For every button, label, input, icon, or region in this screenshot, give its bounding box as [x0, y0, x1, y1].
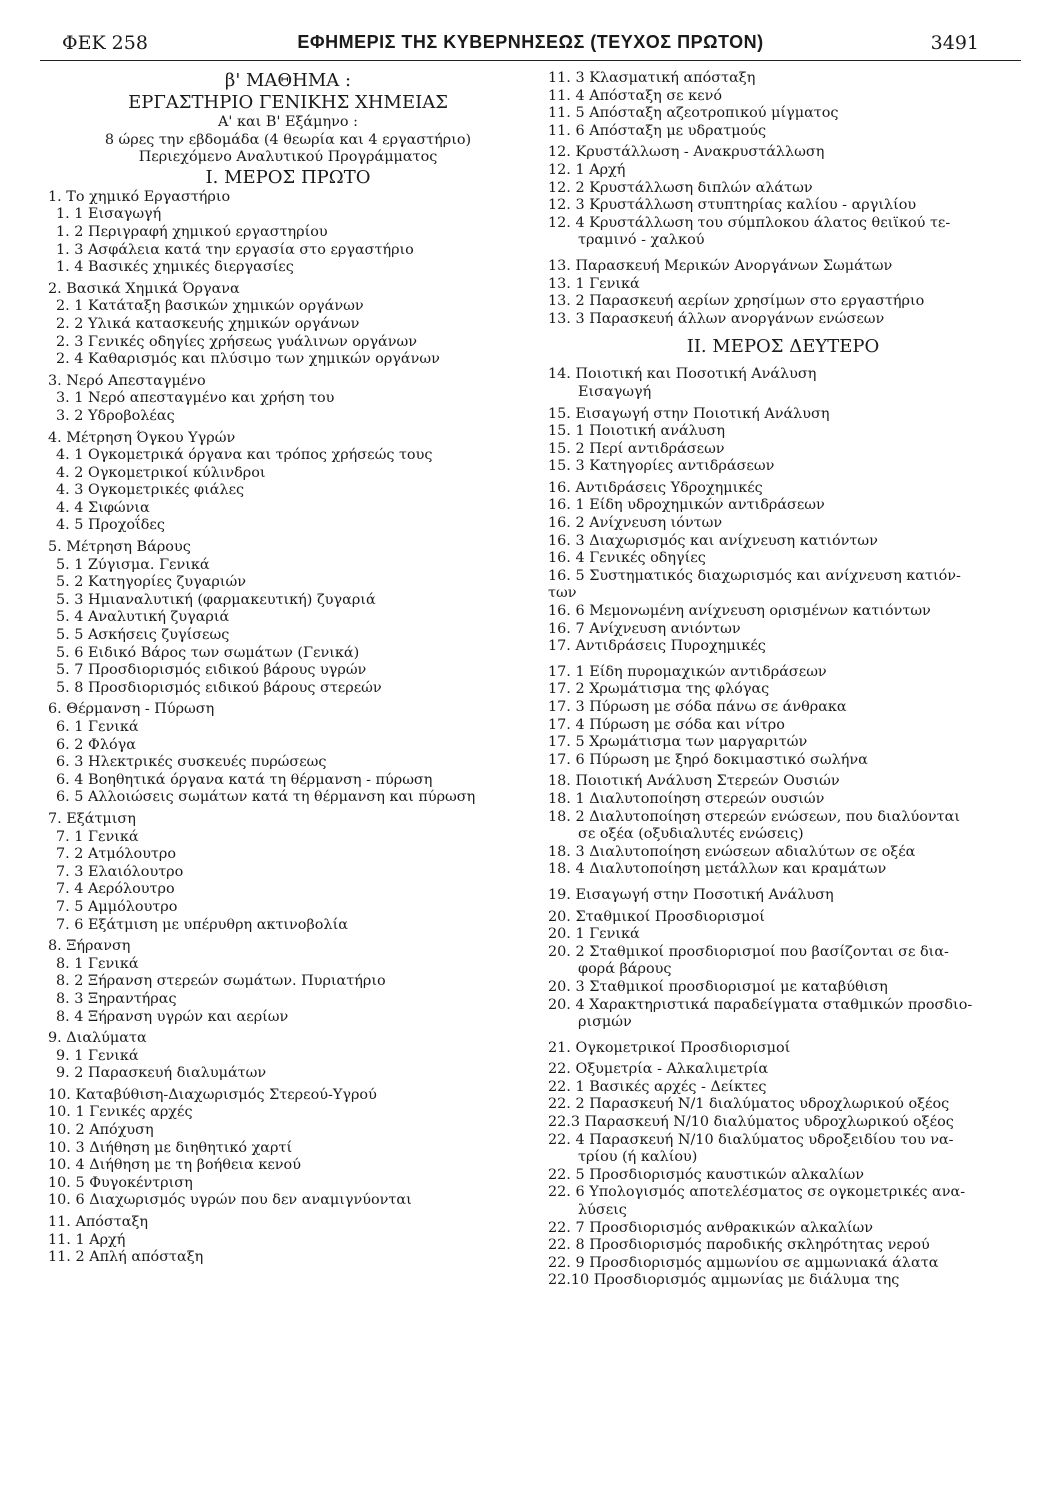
list-item: 17. Αντιδράσεις Πυροχημικές — [548, 638, 766, 655]
list-item: 1. 2 Περιγραφή χημικού εργαστηρίου — [56, 223, 328, 240]
list-item: 22. 4 Παρασκευή Ν/10 διαλύματος υδροξειδίου του να- — [548, 1131, 954, 1148]
list-item: 5. 4 Αναλυτική ζυγαριά — [56, 609, 230, 626]
list-item: 5. 7 Προσδιορισμός ειδικού βάρους υγρών — [56, 662, 367, 679]
list-item: 3. Νερό Απεσταγμένο — [48, 372, 206, 389]
list-item: τραμινό - χαλκού — [578, 232, 705, 249]
list-item: 8. Ξήρανση — [48, 938, 131, 955]
list-item: 6. 5 Αλλοιώσεις σωμάτων κατά τη θέρμανση και πύρωση — [56, 789, 476, 806]
list-item: 10. 5 Φυγοκέντριση — [48, 1174, 193, 1191]
list-item: 8. 2 Ξήρανση στερεών σωμάτων. Πυριατήριο — [56, 973, 386, 990]
list-item: 4. 3 Ογκομετρικές φιάλες — [56, 482, 245, 499]
list-item: 16. 4 Γενικές οδηγίες — [548, 550, 706, 567]
section-heading: β' ΜΑΘΗΜΑ : — [224, 70, 352, 91]
list-item: 16. 1 Είδη υδροχημικών αντιδράσεων — [548, 497, 825, 514]
list-item: 18. Ποιοτική Ανάλυση Στερεών Ουσιών — [548, 773, 840, 790]
list-item: 22.3 Παρασκευή Ν/10 διαλύματος υδροχλωρικού οξέος — [548, 1114, 954, 1131]
gazette-title: ΕΦΗΜΕΡΙΣ ΤΗΣ ΚΥΒΕΡΝΗΣΕΩΣ (ΤΕΥΧΟΣ ΠΡΩΤΟΝ) — [297, 32, 764, 52]
list-item: των — [548, 585, 577, 602]
spacer — [548, 358, 1018, 366]
list-item: 8. 1 Γενικά — [56, 955, 139, 972]
list-item: 17. 1 Είδη πυρομαχικών αντιδράσεων — [548, 663, 827, 680]
list-item: ρισμών — [578, 1014, 632, 1031]
list-item: 17. 5 Χρωμάτισμα των μαργαριτών — [548, 734, 808, 751]
list-item: 6. Θέρμανση - Πύρωση — [48, 701, 215, 718]
list-item: 2. 4 Καθαρισμός και πλύσιμο των χημικών οργάνων — [56, 351, 440, 368]
list-item: 5. Μέτρηση Βάρους — [48, 539, 191, 556]
list-item: 5. 8 Προσδιορισμός ειδικού βάρους στερεών — [56, 679, 382, 696]
list-item: 10. 1 Γενικές αρχές — [48, 1104, 193, 1121]
list-item: Εισαγωγή — [578, 383, 652, 400]
list-item: 16. 2 Ανίχνευση ιόντων — [548, 515, 723, 532]
list-item: 6. 3 Ηλεκτρικές συσκευές πυρώσεως — [56, 754, 327, 771]
list-item: 20. 4 Χαρακτηριστικά παραδείγματα σταθμικών προσδιο- — [548, 996, 973, 1013]
list-item: 5. 3 Ημιαναλυτική (φαρμακευτική) ζυγαριά — [56, 591, 376, 608]
list-item: 12. 1 Αρχή — [548, 161, 626, 178]
list-item: 13. 1 Γενικά — [548, 275, 640, 292]
list-item: λύσεις — [578, 1202, 627, 1219]
list-item: 10. 4 Διήθηση με τη βοήθεια κενού — [48, 1157, 301, 1174]
list-item: 7. 3 Ελαιόλουτρο — [56, 863, 184, 880]
list-item: 20. Σταθμικοί Προσδιορισμοί — [548, 908, 765, 925]
list-item: 17. 4 Πύρωση με σόδα και νίτρο — [548, 716, 785, 733]
list-item: 2. 1 Κατάταξη βασικών χημικών οργάνων — [56, 298, 364, 315]
list-item: 22.10 Προσδιορισμός αμμωνίας με διάλυμα της — [548, 1272, 900, 1289]
left-column — [48, 70, 528, 1267]
list-item: 1. Το χημικό Εργαστήριο — [48, 188, 231, 205]
list-item: φορά βάρους — [578, 961, 672, 978]
list-item: 4. 5 Προχοΐδες — [56, 517, 165, 534]
list-item: 11. 2 Απλή απόσταξη — [48, 1249, 204, 1266]
list-item: 3. 1 Νερό απεσταγμένο και χρήση του — [56, 390, 335, 407]
list-item: 6. 1 Γενικά — [56, 719, 139, 735]
list-item: 18. 2 Διαλυτοποίηση στερεών ενώσεων, που διαλύονται — [548, 808, 960, 825]
spacer — [548, 328, 1018, 336]
list-item: 4. 4 Σιφώνια — [56, 499, 150, 516]
list-item: 1. 4 Βασικές χημικές διεργασίες — [56, 259, 294, 276]
list-item: 11. 1 Αρχή — [48, 1231, 126, 1248]
list-item: 2. 2 Υλικά κατασκευής χημικών οργάνων — [56, 315, 360, 332]
list-item: 13. Παρασκευή Μερικών Ανοργάνων Σωμάτων — [548, 257, 893, 274]
list-item: 16. Αντιδράσεις Υδροχημικές — [548, 479, 763, 496]
list-item: 13. 3 Παρασκευή άλλων ανοργάνων ενώσεων — [548, 310, 885, 327]
list-item: 22. 7 Προσδιορισμός ανθρακικών αλκαλίων — [548, 1219, 874, 1236]
list-item: 20. 1 Γενικά — [548, 926, 640, 943]
list-item: 15. 1 Ποιοτική ανάλυση — [548, 423, 726, 440]
section-heading: ΙΙ. ΜΕΡΟΣ ΔΕΥΤΕΡΟ — [686, 336, 880, 358]
list-item: 13. 2 Παρασκευή αερίων χρησίμων στο εργαστήριο — [548, 293, 925, 310]
list-item: 4. 1 Ογκομετρικά όργανα και τρόπος χρήσεώς τους — [56, 447, 433, 464]
list-item: 16. 3 Διαχωρισμός και ανίχνευση κατιόντων — [548, 532, 878, 549]
list-item: 18. 3 Διαλυτοποίηση ενώσεων αδιαλύτων σε οξέα — [548, 843, 916, 860]
list-item: 2. Βασικά Χημικά Όργανα — [48, 280, 240, 297]
spacer — [548, 656, 1018, 664]
list-item: 22. 6 Υπολογισμός αποτελέσματος σε ογκομετρικές ανα- — [548, 1184, 966, 1201]
list-item: 19. Εισαγωγή στην Ποσοτική Ανάλυση — [548, 886, 834, 903]
list-item: 12. Κρυστάλλωση - Ανακρυστάλλωση — [548, 144, 825, 161]
list-item: 17. 2 Χρωμάτισμα της φλόγας — [548, 681, 770, 698]
list-item: 8. 3 Ξηραντήρας — [56, 990, 177, 1007]
list-item: 11. Απόσταξη — [48, 1214, 149, 1231]
list-item: 4. 2 Ογκομετρικοί κύλινδροι — [56, 464, 266, 481]
list-item: 6. 4 Βοηθητικά όργανα κατά τη θέρμανση - πύρωση — [56, 771, 433, 788]
list-item: 12. 3 Κρυστάλλωση στυπτηρίας καλίου - αργιλίου — [548, 197, 917, 214]
list-item: 7. 2 Ατμόλουτρο — [56, 846, 177, 863]
list-item: 12. 2 Κρυστάλλωση διπλών αλάτων — [548, 179, 813, 196]
list-item: 14. Ποιοτική και Ποσοτική Ανάλυση — [548, 366, 817, 383]
list-item: 21. Ογκομετρικοί Προσδιορισμοί — [548, 1039, 791, 1056]
list-item: 15. 3 Κατηγορίες αντιδράσεων — [548, 458, 775, 475]
list-item: σε οξέα (οξυδιαλυτές ενώσεις) — [578, 826, 804, 843]
list-item: 20. 3 Σταθμικοί προσδιορισμοί με καταβύθιση — [548, 978, 888, 995]
section-heading: ΕΡΓΑΣΤΗΡΙΟ ΓΕΝΙΚΗΣ ΧΗΜΕΙΑΣ — [128, 92, 448, 113]
list-item: 22. 8 Προσδιορισμός παροδικής σκληρότητας νερού — [548, 1237, 930, 1254]
list-item: 9. Διαλύματα — [48, 1030, 147, 1047]
list-item: 10. Καταβύθιση-Διαχωρισμός Στερεού-Υγρού — [48, 1086, 377, 1103]
list-item: τρίου (ή καλίου) — [578, 1149, 698, 1166]
list-item: 11. 6 Απόσταξη με υδρατμούς — [548, 122, 767, 139]
list-item: 7. 1 Γενικά — [56, 828, 139, 845]
list-item: 11. 5 Απόσταξη αζεοτροπικού μίγματος — [548, 105, 839, 122]
list-item: 7. 5 Αμμόλουτρο — [56, 898, 178, 915]
list-item: 2. 3 Γενικές οδηγίες χρήσεως γυάλινων οργάνων — [56, 333, 417, 350]
section-heading: Ι. ΜΕΡΟΣ ΠΡΩΤΟ — [205, 166, 371, 188]
list-item: 22. 1 Βασικές αρχές - Δείκτες — [548, 1078, 767, 1095]
list-item: 4. Μέτρηση Όγκου Υγρών — [48, 429, 236, 446]
list-item: 11. 4 Απόσταξη σε κενό — [548, 87, 723, 104]
list-item: 8. 4 Ξήρανση υγρών και αερίων — [56, 1008, 289, 1025]
spacer — [548, 1032, 1018, 1040]
list-item: 10. 6 Διαχωρισμός υγρών που δεν αναμιγνύονται — [48, 1192, 412, 1209]
list-item: Α' και Β' Εξάμηνο : — [218, 114, 358, 130]
list-item: 17. 6 Πύρωση με ξηρό δοκιμαστικό σωλήνα — [548, 751, 868, 768]
list-item: 7. 4 Αερόλουτρο — [56, 881, 175, 898]
page-number: 3491 — [930, 32, 979, 54]
list-item: 3. 2 Υδροβολέας — [56, 407, 175, 424]
spacer — [548, 879, 1018, 887]
list-item: 5. 1 Ζύγισμα. Γενικά — [56, 556, 210, 573]
list-item: 18. 4 Διαλυτοποίηση μετάλλων και κραμάτων — [548, 861, 887, 878]
right-column — [548, 70, 1018, 1290]
list-item: 7. 6 Εξάτμιση με υπέρυθρη ακτινοβολία — [56, 916, 348, 933]
list-item: 10. 3 Διήθηση με διηθητικό χαρτί — [48, 1139, 293, 1156]
list-item: 8 ώρες την εβδομάδα (4 θεωρία και 4 εργαστήριο) — [104, 131, 472, 148]
list-item: 7. Εξάτμιση — [48, 810, 136, 827]
list-item: 10. 2 Απόχυση — [48, 1122, 154, 1139]
list-item: 6. 2 Φλόγα — [56, 736, 136, 753]
list-item: 22. 2 Παρασκευή Ν/1 διαλύματος υδροχλωρικού οξέος — [548, 1096, 950, 1113]
gazette-issue-number: ΦΕΚ 258 — [62, 32, 148, 54]
list-item: 12. 4 Κρυστάλλωση του σύμπλοκου άλατος θειϊκού τε- — [548, 214, 951, 231]
list-item: 15. 2 Περί αντιδράσεων — [548, 440, 725, 457]
list-item: 5. 5 Ασκήσεις ζυγίσεως — [56, 627, 230, 644]
list-item: 22. 5 Προσδιορισμός καυστικών αλκαλίων — [548, 1166, 864, 1183]
list-item: 16. 7 Ανίχνευση ανιόντων — [548, 620, 741, 637]
list-item: Περιεχόμενο Αναλυτικού Προγράμματος — [138, 149, 438, 166]
list-item: 17. 3 Πύρωση με σόδα πάνω σε άνθρακα — [548, 699, 847, 715]
list-item: 9. 2 Παρασκευή διαλυμάτων — [56, 1065, 267, 1082]
list-item: 22. 9 Προσδιορισμός αμμωνίου σε αμμωνιακά άλατα — [548, 1254, 939, 1271]
page-header — [40, 30, 1021, 61]
spacer — [548, 250, 1018, 258]
list-item: 1. 3 Ασφάλεια κατά την εργασία στο εργαστήριο — [56, 241, 414, 258]
list-item: 1. 1 Εισαγωγή — [56, 206, 162, 223]
list-item: 20. 2 Σταθμικοί προσδιορισμοί που βασίζονται σε δια- — [548, 943, 949, 960]
list-item: 11. 3 Κλασματική απόσταξη — [548, 70, 756, 86]
list-item: 18. 1 Διαλυτοποίηση στερεών ουσιών — [548, 790, 825, 807]
list-item: 5. 2 Κατηγορίες ζυγαριών — [56, 574, 246, 591]
list-item: 22. Οξυμετρία - Αλκαλιμετρία — [548, 1061, 769, 1078]
list-item: 16. 5 Συστηματικός διαχωρισμός και ανίχνευση κατιόν- — [548, 567, 961, 584]
list-item: 5. 6 Ειδικό Βάρος των σωμάτων (Γενικά) — [56, 644, 360, 661]
list-item: 9. 1 Γενικά — [56, 1047, 139, 1064]
list-item: 15. Εισαγωγή στην Ποιοτική Ανάλυση — [548, 405, 830, 422]
list-item: 16. 6 Μεμονωμένη ανίχνευση ορισμένων κατιόντων — [548, 603, 931, 620]
